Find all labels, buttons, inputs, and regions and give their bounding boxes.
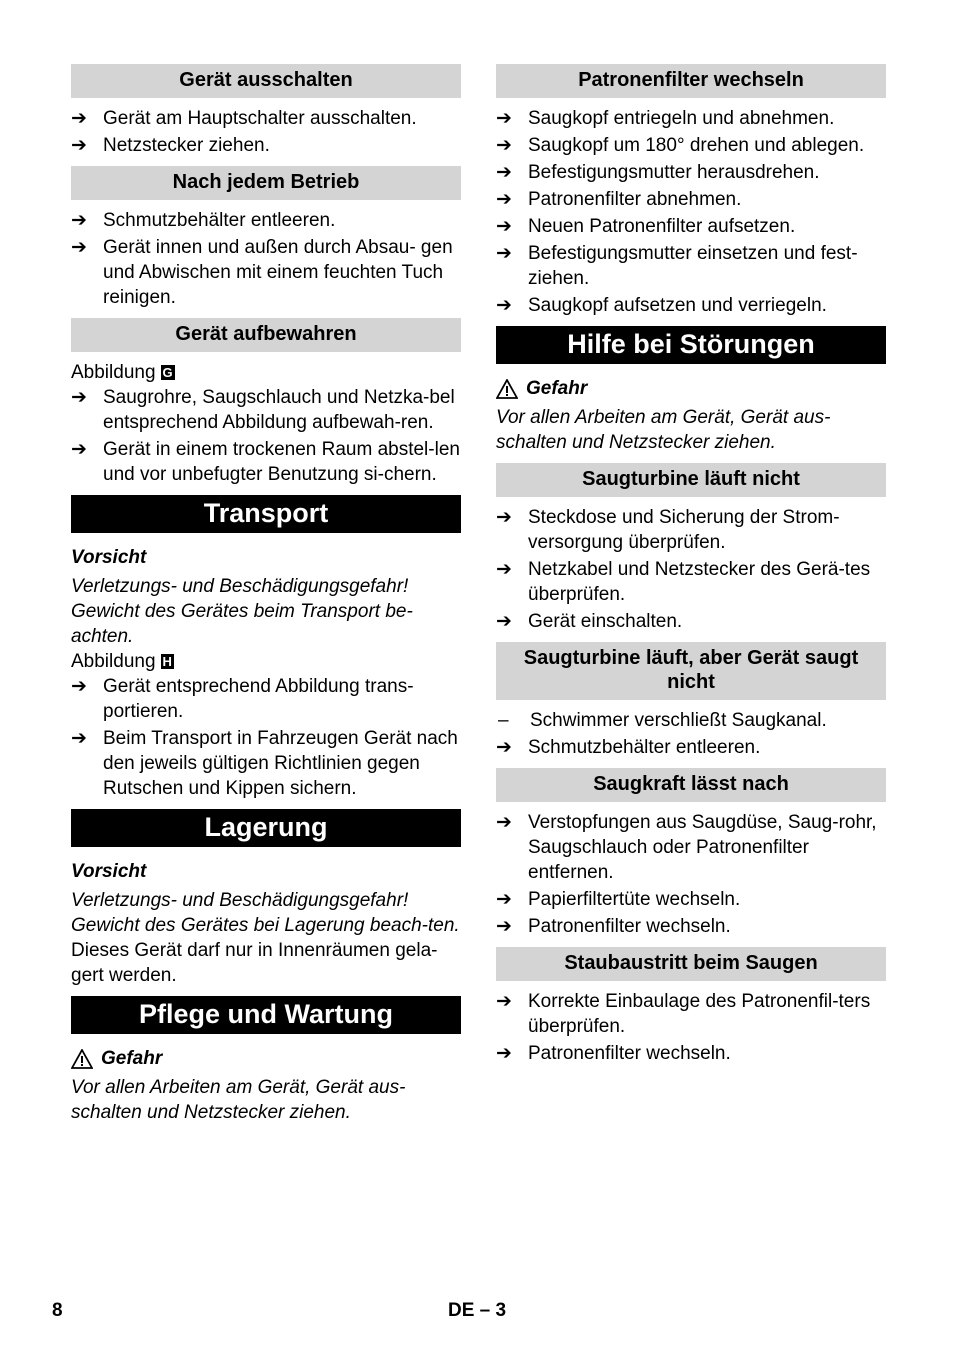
list-item: ➔ Neuen Patronenfilter aufsetzen. xyxy=(496,216,796,237)
arrow-right-icon: ➔ xyxy=(496,611,512,632)
list-item: ➔ Saugrohre, Saugschlauch und Netzka-bel entsprechend Abbildung aufbewah-ren. xyxy=(71,387,455,433)
warning-triangle-icon xyxy=(71,1049,93,1069)
list-item: ➔ Saugkopf um 180° drehen und ablegen. xyxy=(496,135,865,156)
caution-text: Verletzungs- und Beschädigungsgefahr! Gewicht des Gerätes bei Lagerung beach-ten. xyxy=(71,890,460,936)
list-item: ➔ Steckdose und Sicherung der Strom-versorgung überprüfen. xyxy=(496,507,840,553)
arrow-right-icon: ➔ xyxy=(71,237,87,258)
list-item: ➔ Gerät entsprechend Abbildung trans-portieren. xyxy=(71,676,414,722)
arrow-right-icon: ➔ xyxy=(496,243,512,264)
arrow-right-icon: ➔ xyxy=(496,812,512,833)
left-column xyxy=(71,64,461,1125)
section-heading-saugturbine-laeuft-nicht: Saugturbine läuft nicht xyxy=(496,463,886,497)
section-heading-geraet-ausschalten: Gerät ausschalten xyxy=(71,64,461,98)
list-item: ➔ Gerät in einem trockenen Raum abstel-len und vor unbefugter Benutzung si-chern. xyxy=(71,439,460,485)
arrow-right-icon: ➔ xyxy=(496,295,512,316)
caution-text: Verletzungs- und Beschädigungsgefahr! Gewicht des Gerätes beim Transport be-achten. xyxy=(71,576,413,647)
caution-label: Vorsicht xyxy=(71,547,147,568)
arrow-right-icon: ➔ xyxy=(71,676,87,697)
list-item: ➔ Korrekte Einbaulage des Patronenfil-ters überprüfen. xyxy=(496,991,871,1037)
list-item: ➔ Gerät am Hauptschalter ausschalten. xyxy=(71,108,417,129)
list-item: ➔ Verstopfungen aus Saugdüse, Saug-rohr, Saugschlauch oder Patronenfilter entfernen. xyxy=(496,812,877,883)
list-item: ➔ Schmutzbehälter entleeren. xyxy=(71,210,336,231)
danger-text: Vor allen Arbeiten am Gerät, Gerät aus-schalten und Netzstecker ziehen. xyxy=(496,407,831,453)
list-item: ➔ Saugkopf entriegeln und abnehmen. xyxy=(496,108,835,129)
list-item: ➔ Patronenfilter abnehmen. xyxy=(496,189,742,210)
figure-reference: Abbildung H xyxy=(71,651,172,672)
arrow-right-icon: ➔ xyxy=(496,108,512,129)
page-number: 8 xyxy=(52,1300,63,1321)
danger-text: Vor allen Arbeiten am Gerät, Gerät aus-schalten und Netzstecker ziehen. xyxy=(71,1077,406,1123)
arrow-right-icon: ➔ xyxy=(496,135,512,156)
arrow-right-icon: ➔ xyxy=(496,559,512,580)
section-heading-nach-jedem-betrieb: Nach jedem Betrieb xyxy=(71,166,461,200)
section-heading-saugkraft-laesst-nach: Saugkraft lässt nach xyxy=(496,768,886,802)
arrow-right-icon: ➔ xyxy=(71,387,87,408)
figure-letter-badge: H xyxy=(162,654,172,669)
list-item: ➔ Befestigungsmutter herausdrehen. xyxy=(496,162,820,183)
list-item: ➔ Gerät einschalten. xyxy=(496,611,683,632)
figure-letter-badge: G xyxy=(162,365,173,380)
storage-note: Dieses Gerät darf nur in Innenräumen gela-gert werden. xyxy=(71,940,438,986)
list-item: ➔ Patronenfilter wechseln. xyxy=(496,916,731,937)
arrow-right-icon: ➔ xyxy=(496,216,512,237)
arrow-right-icon: ➔ xyxy=(496,1043,512,1064)
arrow-right-icon: ➔ xyxy=(71,135,87,156)
list-item: ➔ Netzstecker ziehen. xyxy=(71,135,270,156)
danger-label: Gefahr xyxy=(496,376,886,401)
arrow-right-icon: ➔ xyxy=(496,991,512,1012)
chapter-heading-transport: Transport xyxy=(71,495,461,533)
chapter-heading-hilfe-bei-stoerungen: Hilfe bei Störungen xyxy=(496,326,886,364)
list-item: ➔ Netzkabel und Netzstecker des Gerä-tes überprüfen. xyxy=(496,559,871,605)
warning-triangle-icon xyxy=(496,379,518,399)
arrow-right-icon: ➔ xyxy=(71,439,87,460)
chapter-heading-lagerung: Lagerung xyxy=(71,809,461,847)
list-item: ➔ Beim Transport in Fahrzeugen Gerät nach den jeweils gültigen Richtlinien gegen Rutschen und Kippen sichern. xyxy=(71,728,458,799)
chapter-heading-pflege-und-wartung: Pflege und Wartung xyxy=(71,996,461,1034)
arrow-right-icon: ➔ xyxy=(496,889,512,910)
arrow-right-icon: ➔ xyxy=(496,916,512,937)
section-heading-patronenfilter-wechseln: Patronenfilter wechseln xyxy=(496,64,886,98)
figure-reference: Abbildung G xyxy=(71,362,173,383)
arrow-right-icon: ➔ xyxy=(71,728,87,749)
list-item: – Schwimmer verschließt Saugkanal. xyxy=(498,710,827,731)
dash-marker: – xyxy=(498,710,509,731)
arrow-right-icon: ➔ xyxy=(496,162,512,183)
caution-label: Vorsicht xyxy=(71,861,147,882)
arrow-right-icon: ➔ xyxy=(71,210,87,231)
list-item: ➔ Gerät innen und außen durch Absau- gen und Abwischen mit einem feuchten Tuch reinigen. xyxy=(71,237,453,308)
arrow-right-icon: ➔ xyxy=(496,737,512,758)
list-item: ➔ Patronenfilter wechseln. xyxy=(496,1043,731,1064)
section-heading-geraet-aufbewahren: Gerät aufbewahren xyxy=(71,318,461,352)
list-item: ➔ Saugkopf aufsetzen und verriegeln. xyxy=(496,295,827,316)
danger-label: Gefahr xyxy=(71,1046,461,1071)
list-item: ➔ Papierfiltertüte wechseln. xyxy=(496,889,741,910)
list-item: ➔ Schmutzbehälter entleeren. xyxy=(496,737,761,758)
right-column xyxy=(496,64,886,1068)
language-page-label: DE – 3 xyxy=(448,1300,507,1321)
section-heading-staubaustritt-beim-saugen: Staubaustritt beim Saugen xyxy=(496,947,886,981)
arrow-right-icon: ➔ xyxy=(496,189,512,210)
arrow-right-icon: ➔ xyxy=(496,507,512,528)
section-heading-saugturbine-laeuft-aber-saugt-nicht: Saugturbine läuft, aber Gerät saugt nicht xyxy=(496,642,886,700)
list-item: ➔ Befestigungsmutter einsetzen und fest-ziehen. xyxy=(496,243,858,289)
arrow-right-icon: ➔ xyxy=(71,108,87,129)
